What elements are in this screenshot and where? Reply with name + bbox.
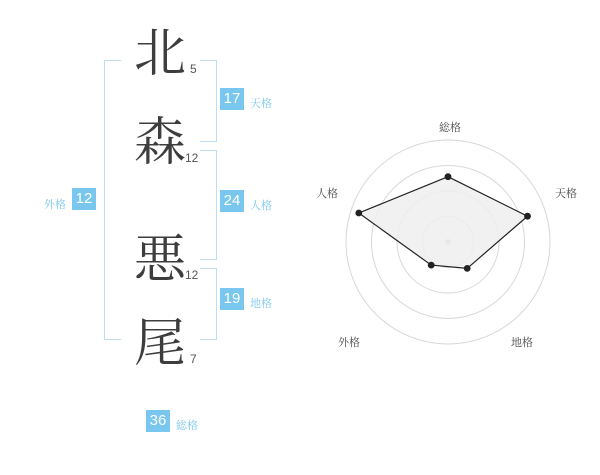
jinkaku-value: 24 <box>220 190 244 212</box>
soukaku-value: 36 <box>146 410 170 432</box>
stroke-count-4: 7 <box>190 352 197 366</box>
gaikaku-value: 12 <box>72 188 96 210</box>
chikaku-value: 19 <box>220 288 244 310</box>
axis-label-upper-right: 天格 <box>555 188 577 200</box>
name-kanji-1: 北 <box>133 24 186 84</box>
name-kanji-2: 森 <box>133 113 186 173</box>
radar-chart <box>300 0 600 470</box>
axis-label-lower-left: 外格 <box>338 337 360 349</box>
stroke-count-1: 5 <box>190 62 197 76</box>
radar-chart-panel <box>300 0 600 470</box>
gaikaku-label: 外格 <box>44 199 66 211</box>
tenkaku-bracket <box>200 60 217 142</box>
name-kanji-3: 悪 <box>133 230 186 290</box>
axis-label-lower-right: 地格 <box>511 337 533 349</box>
jinkaku-label: 人格 <box>250 200 272 212</box>
jinkaku-bracket <box>200 150 217 260</box>
axis-label-top: 総格 <box>439 122 461 134</box>
soukaku-label: 総格 <box>176 420 198 432</box>
stroke-count-2: 12 <box>185 151 199 165</box>
tenkaku-value: 17 <box>220 88 244 110</box>
gaikaku-bracket <box>104 60 121 340</box>
stroke-count-3: 12 <box>185 268 199 282</box>
tenkaku-label: 天格 <box>250 98 272 110</box>
chikaku-label: 地格 <box>250 298 272 310</box>
name-kanji-4: 尾 <box>133 314 186 374</box>
name-panel <box>0 0 300 470</box>
axis-label-upper-left: 人格 <box>316 188 338 200</box>
chikaku-bracket <box>200 268 217 340</box>
